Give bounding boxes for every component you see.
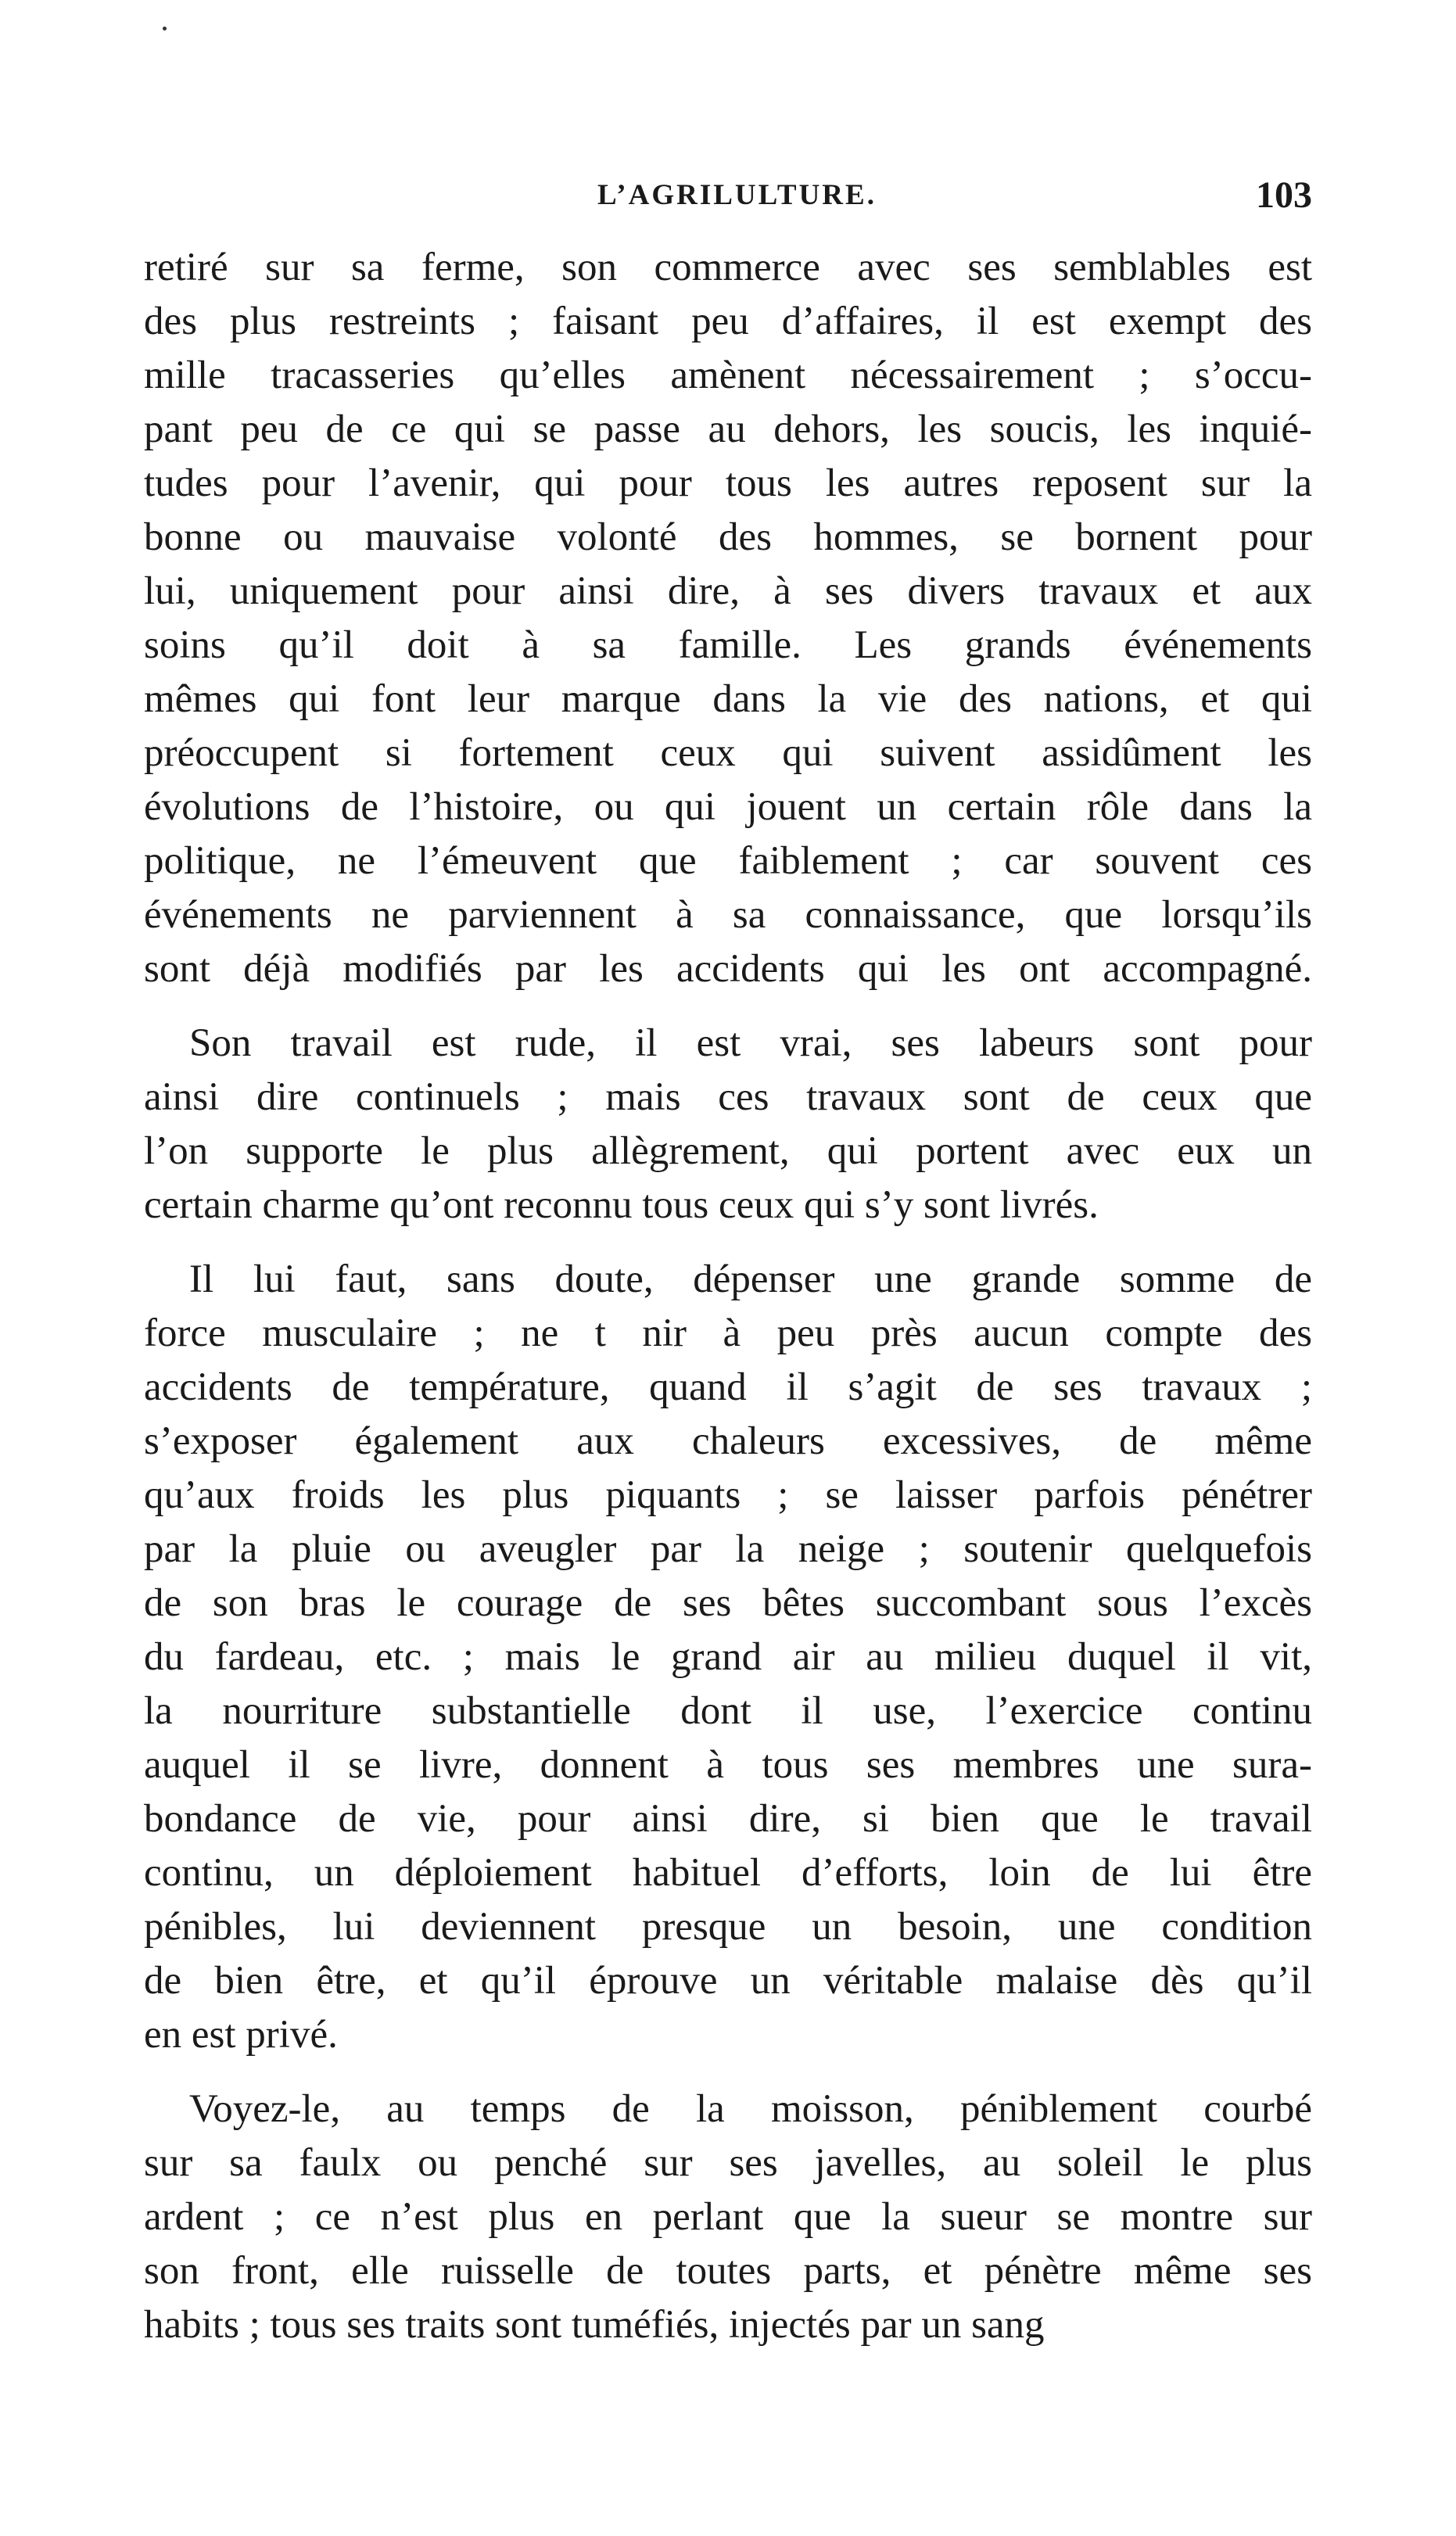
text-line: certain charme qu’ont reconnu tous ceux qui s’y sont livrés. — [144, 1183, 1099, 1227]
running-title: L’AGRILULTURE. — [597, 179, 877, 211]
text-line: retiré sur sa ferme, son commerce avec ses semblables est — [144, 246, 1312, 289]
text-line: sur sa faulx ou penché sur ses javelles, au soleil le plus — [144, 2141, 1312, 2185]
running-header — [144, 174, 1312, 221]
text-line: lui, uniquement pour ainsi dire, à ses divers travaux et aux — [144, 569, 1312, 613]
text-line: habits ; tous ses traits sont tuméfiés, injectés par un sang — [144, 2303, 1045, 2347]
text-line: soins qu’il doit à sa famille. Les grands événements — [144, 623, 1312, 667]
text-line: Son travail est rude, il est vrai, ses labeurs sont pour — [189, 1021, 1312, 1065]
text-line: de bien être, et qu’il éprouve un véritable malaise dès qu’il — [144, 1959, 1312, 2003]
text-line: l’on supporte le plus allègrement, qui portent avec eux un — [144, 1129, 1312, 1173]
text-line: Il lui faut, sans doute, dépenser une grande somme de — [189, 1257, 1312, 1301]
text-line: la nourriture substantielle dont il use, l’exercice continu — [144, 1689, 1312, 1733]
text-line: pénibles, lui deviennent presque un besoin, une condition — [144, 1905, 1312, 1949]
text-line: pant peu de ce qui se passe au dehors, les soucis, les inquié- — [144, 407, 1312, 451]
text-line: qu’aux froids les plus piquants ; se laisser parfois pénétrer — [144, 1473, 1312, 1517]
paragraph — [144, 2082, 1312, 2352]
text-line: mille tracasseries qu’elles amènent nécessairement ; s’occu- — [144, 353, 1312, 397]
text-line: évolutions de l’histoire, ou qui jouent un certain rôle dans la — [144, 785, 1312, 829]
text-line: sont déjà modifiés par les accidents qui les ont accompagné. — [144, 947, 1312, 991]
text-line: auquel il se livre, donnent à tous ses membres une sura- — [144, 1743, 1312, 1787]
text-line: bondance de vie, pour ainsi dire, si bien que le travail — [144, 1797, 1312, 1841]
text-line: du fardeau, etc. ; mais le grand air au milieu duquel il vit, — [144, 1635, 1312, 1679]
text-line: s’exposer également aux chaleurs excessives, de même — [144, 1419, 1312, 1463]
text-line: par la pluie ou aveugler par la neige ; soutenir quelquefois — [144, 1527, 1312, 1571]
text-line: continu, un déploiement habituel d’efforts, loin de lui être — [144, 1851, 1312, 1895]
text-line: politique, ne l’émeuvent que faiblement ; car souvent ces — [144, 839, 1312, 883]
ink-speck — [163, 27, 167, 30]
text-line: force musculaire ; ne t nir à peu près aucun compte des — [144, 1311, 1312, 1355]
paragraph — [144, 1253, 1312, 2062]
text-line: son front, elle ruisselle de toutes parts, et pénètre même ses — [144, 2249, 1312, 2293]
text-line: Voyez-le, au temps de la moisson, péniblement courbé — [189, 2087, 1312, 2131]
text-line: en est privé. — [144, 2013, 338, 2057]
text-line: ainsi dire continuels ; mais ces travaux sont de ceux que — [144, 1075, 1312, 1119]
body-text — [144, 241, 1312, 2352]
page-number: 103 — [1256, 174, 1312, 216]
text-line: préoccupent si fortement ceux qui suivent assidûment les — [144, 731, 1312, 775]
text-line: tudes pour l’avenir, qui pour tous les autres reposent sur la — [144, 461, 1312, 505]
text-line: bonne ou mauvaise volonté des hommes, se bornent pour — [144, 515, 1312, 559]
paragraph — [144, 241, 1312, 996]
paragraph — [144, 1017, 1312, 1232]
text-line: de son bras le courage de ses bêtes succombant sous l’excès — [144, 1581, 1312, 1625]
text-line: accidents de température, quand il s’agit de ses travaux ; — [144, 1365, 1312, 1409]
text-line: des plus restreints ; faisant peu d’affaires, il est exempt des — [144, 300, 1312, 343]
text-line: ardent ; ce n’est plus en perlant que la sueur se montre sur — [144, 2195, 1312, 2239]
text-line: mêmes qui font leur marque dans la vie des nations, et qui — [144, 677, 1312, 721]
text-line: événements ne parviennent à sa connaissance, que lorsqu’ils — [144, 893, 1312, 937]
